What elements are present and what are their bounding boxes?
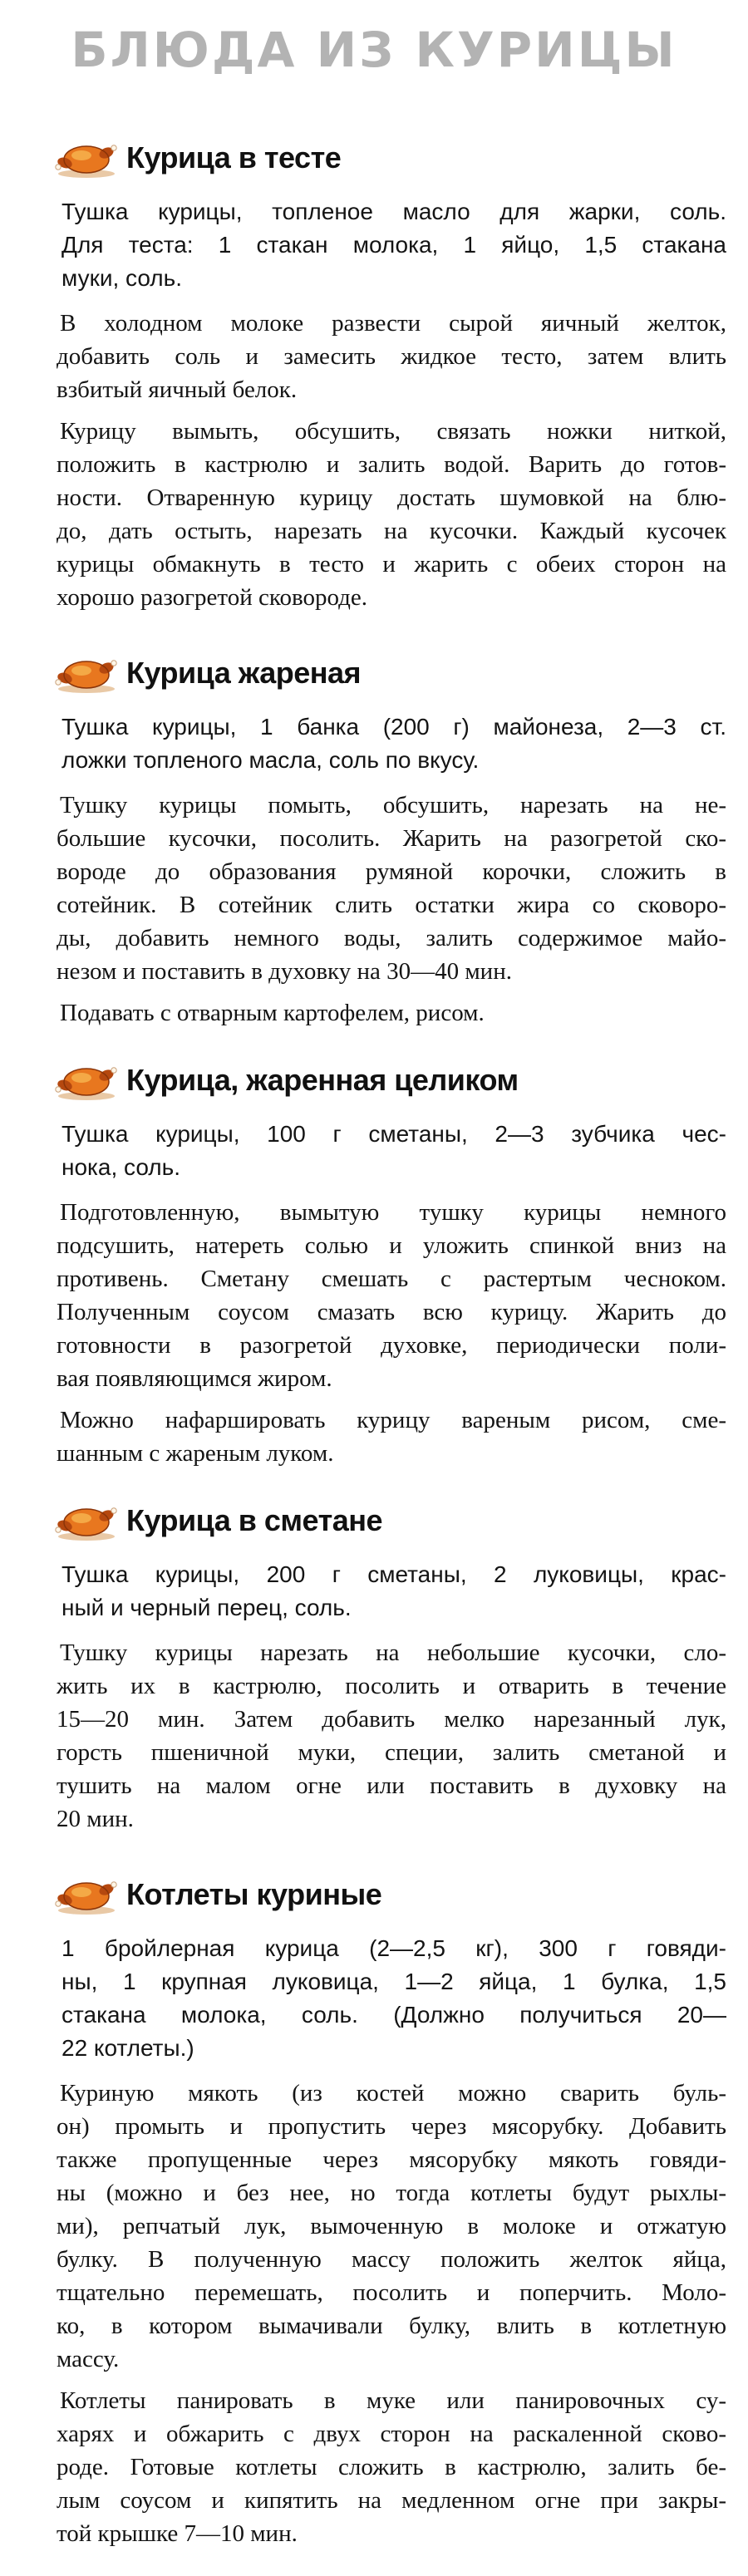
paragraph-line: В холодном молоке развести сырой яичный желток,	[60, 310, 726, 337]
recipe-title: Котлеты куриные	[126, 1877, 382, 1911]
paragraph-line: до, дать остыть, нарезать на кусочки. Каждый кусочек	[57, 518, 726, 544]
paragraph-line: Полученным соусом смазать всю курицу. Жарить до	[57, 1299, 726, 1325]
paragraph-line: 15—20 мин. Затем добавить мелко нарезанный лук,	[57, 1706, 726, 1733]
ingredients-line: ложки топленого масла, соль по вкусу.	[62, 747, 480, 773]
recipe-title: Курица жареная	[126, 656, 362, 690]
paragraph-line: курицы обмакнуть в тесто и жарить с обеих сторон на	[57, 551, 726, 578]
paragraph-line: жить их в кастрюлю, посолить и отварить в течение	[57, 1673, 726, 1699]
paragraph-line: ми), репчатый лук, вымоченную в молоке и отжатую	[57, 2213, 726, 2239]
paragraph-line: Подготовленную, вымытую тушку курицы немного	[60, 1199, 726, 1226]
paragraph-line: готовности в разогретой духовке, периодически поли-	[57, 1332, 726, 1359]
ingredients-line: Для теста: 1 стакан молока, 1 яйцо, 1,5 стакана	[62, 232, 726, 258]
paragraph-line: вороде до образования румяной корочки, сложить в	[57, 858, 726, 885]
roast-chicken-icon	[52, 651, 121, 695]
paragraph-line: Куриную мякоть (из костей можно сварить буль-	[60, 2080, 726, 2107]
ingredients-line: 22 котлеты.)	[62, 2035, 194, 2061]
paragraph-line: незом и поставить в духовку на 30—40 мин.	[57, 958, 512, 985]
ingredients-line: ный и черный перец, соль.	[62, 1595, 352, 1620]
paragraph-line: ны (можно и без нее, но тогда котлеты будут рыхлы-	[57, 2180, 726, 2206]
recipe-heading	[52, 648, 361, 698]
recipe-title: Курица в тесте	[126, 140, 342, 175]
paragraph-line: хорошо разогретой сковороде.	[57, 584, 367, 611]
paragraph-line: Тушку курицы помыть, обсушить, нарезать на не-	[60, 792, 726, 819]
paragraph-line: той крышке 7—10 мин.	[57, 2520, 298, 2547]
paragraph-line: ности. Отваренную курицу достать шумовкой на блю-	[57, 484, 726, 511]
paragraph-line: булку. В полученную массу положить желток яйца,	[57, 2246, 726, 2273]
paragraph-line: массу.	[57, 2346, 120, 2372]
paragraph-line: тщательно перемешать, посолить и поперчить. Моло-	[57, 2279, 726, 2306]
ingredients-line: Тушка курицы, топленое масло для жарки, соль.	[62, 199, 726, 224]
ingredients-line: ны, 1 крупная луковица, 1—2 яйца, 1 булка, 1,5	[62, 1969, 726, 1994]
paragraph-line: Тушку курицы нарезать на небольшие кусочки, сло-	[60, 1639, 726, 1666]
ingredients-line: Тушка курицы, 1 банка (200 г) майонеза, 2—3 ст.	[62, 714, 726, 740]
ingredients-line: муки, соль.	[62, 265, 182, 291]
paragraph-line: ко, в котором вымачивали булку, влить в котлетную	[57, 2313, 726, 2339]
recipe-heading	[52, 1055, 519, 1105]
paragraph-line: Котлеты панировать в муке или панировочных су-	[60, 2387, 726, 2414]
paragraph-line: Можно нафаршировать курицу вареным рисом, сме-	[60, 1407, 726, 1433]
ingredients-line: стакана молока, соль. (Должно получиться 20—	[62, 2002, 726, 2028]
ingredients-line: Тушка курицы, 200 г сметаны, 2 луковицы, крас-	[62, 1561, 726, 1587]
paragraph-line: Курицу вымыть, обсушить, связать ножки ниткой,	[60, 418, 726, 445]
recipe-heading	[52, 1496, 382, 1546]
paragraph-line: большие кусочки, посолить. Жарить на разогретой ско-	[57, 825, 726, 852]
paragraph-line: горсть пшеничной муки, специи, залить сметаной и	[57, 1739, 726, 1766]
roast-chicken-icon	[52, 136, 121, 179]
recipe-heading	[52, 1870, 381, 1920]
paragraph-line: харях и обжарить с двух сторон на раскаленной сково-	[57, 2421, 726, 2447]
paragraph-line: Подавать с отварным картофелем, рисом.	[60, 1000, 485, 1026]
recipe-title: Курица в сметане	[126, 1503, 382, 1537]
paragraph-line: положить в кастрюлю и залить водой. Варить до готов-	[57, 451, 726, 478]
paragraph-line: подсушить, натереть солью и уложить спинкой вниз на	[57, 1232, 726, 1259]
page-title: БЛЮДА ИЗ КУРИЦЫ	[71, 22, 677, 78]
roast-chicken-icon	[52, 1873, 121, 1916]
paragraph-line: 20 мин.	[57, 1806, 134, 1832]
paragraph-line: шанным с жареным луком.	[57, 1440, 334, 1467]
roast-chicken-icon	[52, 1499, 121, 1542]
paragraph-line: вая появляющимся жиром.	[57, 1365, 332, 1392]
paragraph-line: тушить на малом огне или поставить в духовку на	[57, 1772, 726, 1799]
recipe-heading	[52, 133, 341, 183]
paragraph-line: противень. Сметану смешать с растертым чесноком.	[57, 1266, 726, 1292]
ingredients-line: нока, соль.	[62, 1154, 181, 1180]
paragraph-line: сотейник. В сотейник слить остатки жира со сковоро-	[57, 892, 726, 918]
paragraph-line: роде. Готовые котлеты сложить в кастрюлю, залить бе-	[57, 2454, 726, 2480]
paragraph-line: ды, добавить немного воды, залить содержимое майо-	[57, 925, 726, 951]
paragraph-line: также пропущенные через мясорубку мякоть говяди-	[57, 2146, 726, 2173]
roast-chicken-icon	[52, 1059, 121, 1102]
paragraph-line: взбитый яичный белок.	[57, 376, 298, 403]
ingredients-line: 1 бройлерная курица (2—2,5 кг), 300 г говяди-	[62, 1935, 726, 1961]
recipe-title: Курица, жаренная целиком	[126, 1063, 519, 1097]
ingredients-line: Тушка курицы, 100 г сметаны, 2—3 зубчика чес-	[62, 1121, 726, 1147]
paragraph-line: лым соусом и кипятить на медленном огне при закры-	[57, 2487, 726, 2514]
paragraph-line: добавить соль и замесить жидкое тесто, затем влить	[57, 343, 726, 370]
paragraph-line: он) промыть и пропустить через мясорубку. Добавить	[57, 2113, 726, 2140]
